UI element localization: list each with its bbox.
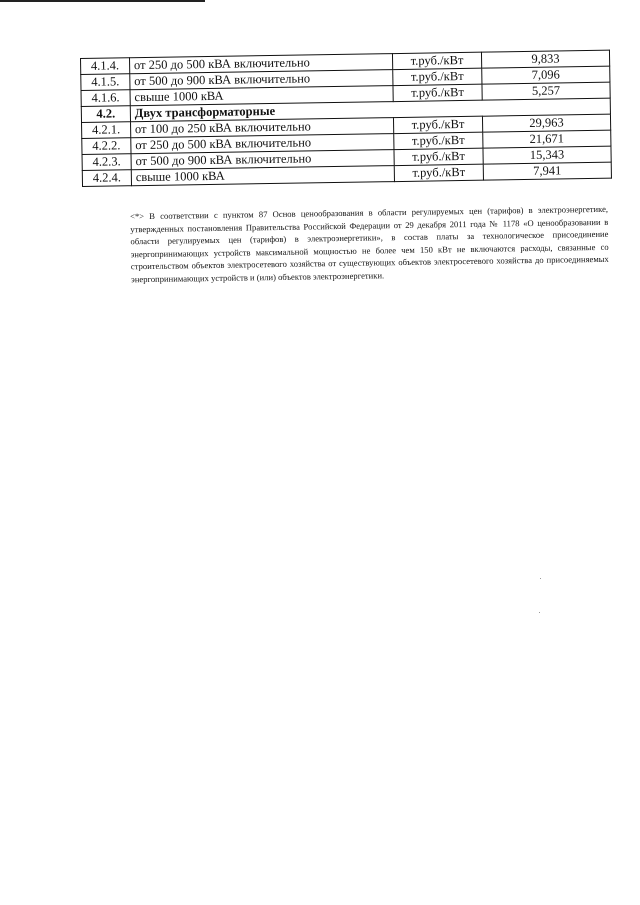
row-number: 4.1.6.	[81, 90, 130, 107]
row-number: 4.1.4.	[81, 58, 130, 75]
section-number: 4.2.	[81, 106, 130, 123]
row-unit: т.руб./кВт	[394, 132, 483, 149]
row-value: 9,833	[481, 50, 609, 68]
row-value: 15,343	[483, 146, 611, 164]
row-description: свыше 1000 кВА	[131, 166, 394, 186]
row-value: 29,963	[482, 114, 610, 132]
row-description: от 100 до 250 кВА включительно	[130, 118, 393, 138]
row-number: 4.1.5.	[81, 74, 130, 91]
row-unit: т.руб./кВт	[393, 52, 482, 69]
top-rule	[0, 0, 205, 2]
row-description: от 250 до 500 кВА включительно	[131, 134, 394, 154]
row-value: 5,257	[482, 82, 610, 100]
scan-speck	[539, 612, 540, 613]
footnote-text: <*> В соответствии с пунктом 87 Основ ценообразования в области регулируемых цен (тарифов) в электроэнергетике, утвержденных постановления Правительства Российской Федерации от 29 декабря 2011 года № 1178 «О ценообразовании в области регулируемых цен (тарифов) в электроэнергетики», в состав платы за технологическое присоединение энергопринимающих устройств максимальной мощностью не более чем 150 кВт не включаются расходы, связанные со строительством объектов электросетевого хозяйства от существующих объектов электросетевого хозяйства до присоединяемых энергопринимающих устройств и (или) объектов электроэнергетики.	[130, 203, 609, 285]
row-value: 21,671	[483, 130, 611, 148]
tariff-table	[80, 50, 612, 187]
row-unit: т.руб./кВт	[394, 148, 483, 165]
row-description: от 500 до 900 кВА включительно	[130, 70, 393, 90]
row-value: 7,941	[483, 162, 611, 180]
row-unit: т.руб./кВт	[394, 164, 483, 181]
footnote	[86, 203, 609, 287]
row-number: 4.2.4.	[82, 170, 131, 187]
section-title: Двух трансформаторные	[130, 98, 610, 122]
row-unit: т.руб./кВт	[394, 116, 483, 133]
row-number: 4.2.3.	[82, 154, 131, 171]
row-number: 4.2.2.	[82, 138, 131, 155]
row-description: от 250 до 500 кВА включительно	[129, 54, 392, 74]
row-unit: т.руб./кВт	[393, 84, 482, 101]
row-unit: т.руб./кВт	[393, 68, 482, 85]
scan-speck	[540, 578, 541, 579]
row-description: свыше 1000 кВА	[130, 86, 393, 106]
row-description: от 500 до 900 кВА включительно	[131, 150, 394, 170]
row-number: 4.2.1.	[82, 122, 131, 139]
row-value: 7,096	[482, 66, 610, 84]
